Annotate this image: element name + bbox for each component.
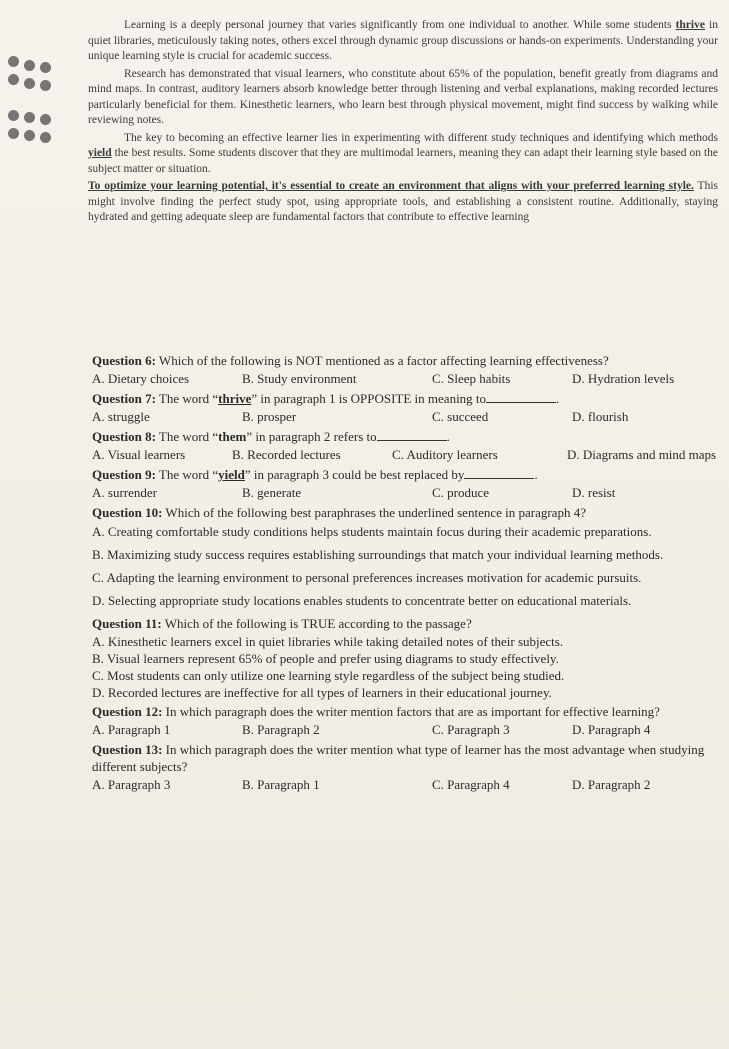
dot-icon [40, 62, 51, 73]
option-a: A. struggle [92, 409, 150, 424]
dot-icon [40, 80, 51, 91]
question-label: Question 11: [92, 616, 162, 631]
question-11 [92, 615, 712, 701]
option-d: D. Diagrams and mind maps [567, 447, 717, 462]
option-b: B. generate [242, 485, 302, 500]
question-stem-rest: ” in paragraph 1 is OPPOSITE in meaning to [251, 391, 487, 406]
question-stem: Which of the following is NOT mentioned as a factor affecting learning effectiveness? [155, 353, 609, 368]
option-c: C. Auditory learners [392, 447, 498, 462]
paragraph-3-text: The key to becoming an effective learner lies in experimenting with different study techniques and identifying which methods [124, 131, 718, 144]
option-c: C. Paragraph 3 [432, 722, 510, 737]
option-c: C. succeed [432, 409, 489, 424]
option-c: C. Paragraph 4 [432, 777, 510, 792]
option-b: B. prosper [242, 409, 297, 424]
option-c: C. Adapting the learning environment to personal preferences increases motivation for academic pursuits. [92, 570, 642, 585]
dot-icon [24, 112, 35, 123]
dot-icon [8, 110, 19, 121]
paragraph-1-text-rest: in quiet libraries, meticulously taking notes, others excel through dynamic group discussions or hands-on experiments. Understanding your unique learning style is crucial for academic success. [88, 19, 718, 62]
option-a: A. Creating comfortable study conditions helps students maintain focus during their academic preparations. [92, 524, 652, 539]
option-c: C. produce [432, 485, 490, 500]
answer-blank [377, 440, 447, 441]
question-stem: In which paragraph does the writer mention factors that are as important for effective learning? [162, 704, 660, 719]
question-stem: Which of the following best paraphrases the underlined sentence in paragraph 4? [162, 505, 586, 520]
question-keyword: yield [218, 467, 245, 482]
paragraph-1-text: Learning is a deeply personal journey that varies significantly from one individual to another. While some students [124, 19, 676, 31]
question-label: Question 8: [92, 429, 156, 444]
question-stem: The word “ [155, 429, 219, 444]
dot-icon [24, 130, 35, 141]
question-keyword: thrive [218, 391, 252, 406]
dot-icon [24, 60, 35, 71]
question-stem-rest: ” in paragraph 3 could be best replaced by [244, 467, 465, 482]
option-d: D. Recorded lectures are ineffective for all types of learners in their educational journey. [92, 685, 552, 700]
option-d: D. Paragraph 2 [572, 777, 651, 792]
question-tail: . [446, 429, 450, 444]
option-a: A. Dietary choices [92, 371, 190, 386]
question-stem: The word “ [155, 467, 219, 482]
option-d: D. resist [572, 485, 616, 500]
question-7 [92, 390, 712, 425]
question-stem: Which of the following is TRUE according to the passage? [161, 616, 472, 631]
option-d: D. flourish [572, 409, 629, 424]
question-label: Question 7: [92, 391, 156, 406]
paragraph-4 [88, 179, 718, 226]
question-keyword: them [218, 429, 247, 444]
underlined-sentence: To optimize your learning potential, it's essential to create an environment that aligns with your preferred learning style. [88, 180, 694, 192]
keyword-thrive: thrive [675, 19, 705, 31]
option-a: A. Kinesthetic learners excel in quiet libraries while taking detailed notes of their subjects. [92, 634, 564, 649]
paragraph-2: Research has demonstrated that visual learners, who constitute about 65% of the population, benefit greatly from diagrams and mind maps. In contrast, auditory learners absorb knowledge better through listening and verbal explanations, making recorded lectures particularly beneficial for them. Kinesthetic learners, who learn best through physical movement, might find success by walking while reviewing notes. [88, 67, 718, 126]
question-6 [92, 352, 712, 387]
question-label: Question 9: [92, 467, 156, 482]
question-label: Question 10: [92, 505, 163, 520]
dot-icon [24, 78, 35, 89]
option-a: A. Paragraph 1 [92, 722, 171, 737]
question-tail: . [534, 467, 538, 482]
paragraph-1 [88, 18, 718, 65]
question-12 [92, 703, 712, 738]
option-d: D. Paragraph 4 [572, 722, 651, 737]
question-stem: The word “ [155, 391, 219, 406]
paragraph-3 [88, 131, 718, 178]
question-list [92, 352, 717, 796]
question-tail: . [556, 391, 560, 406]
option-d: D. Hydration levels [572, 371, 675, 386]
question-8 [92, 428, 717, 463]
option-a: A. Paragraph 3 [92, 777, 171, 792]
dot-icon [40, 132, 51, 143]
option-c: C. Sleep habits [432, 371, 511, 386]
option-b: B. Maximizing study success requires establishing surroundings that match your individual learning methods. [92, 547, 664, 562]
question-10 [92, 504, 712, 609]
option-b: B. Recorded lectures [232, 447, 341, 462]
option-a: A. surrender [92, 485, 157, 500]
decorative-dots [0, 50, 80, 160]
option-c: C. Most students can only utilize one learning style regardless of the subject being studied. [92, 668, 565, 683]
keyword-yield: yield [88, 147, 112, 159]
paragraph-3-text-rest: the best results. Some students discover that they are multimodal learners, meaning they can adapt their learning style based on the subject matter or situation. [88, 147, 718, 175]
paragraph-4-text-rest: This might involve finding the perfect study spot, using appropriate tools, and establishing a consistent routine. Additionally, staying hydrated and getting adequate sleep are fundamental factors that contribute to effective learning [88, 180, 718, 223]
answer-blank [486, 402, 556, 403]
option-b: B. Paragraph 1 [242, 777, 320, 792]
option-b: B. Visual learners represent 65% of people and prefer using diagrams to study effectively. [92, 651, 559, 666]
option-b: B. Study environment [242, 371, 357, 386]
question-label: Question 12: [92, 704, 163, 719]
dot-icon [8, 74, 19, 85]
dot-icon [8, 128, 19, 139]
option-d: D. Selecting appropriate study locations enables students to concentrate better on educational materials. [92, 593, 632, 608]
question-13 [92, 741, 712, 793]
reading-passage [88, 18, 718, 228]
option-b: B. Paragraph 2 [242, 722, 320, 737]
dot-icon [40, 114, 51, 125]
option-a: A. Visual learners [92, 447, 186, 462]
question-9 [92, 466, 712, 501]
question-label: Question 6: [92, 353, 156, 368]
dot-icon [8, 56, 19, 67]
answer-blank [464, 478, 534, 479]
question-stem: In which paragraph does the writer mention what type of learner has the most advantage when studying different subjects? [92, 742, 705, 774]
question-label: Question 13: [92, 742, 163, 757]
question-stem-rest: ” in paragraph 2 refers to [246, 429, 377, 444]
